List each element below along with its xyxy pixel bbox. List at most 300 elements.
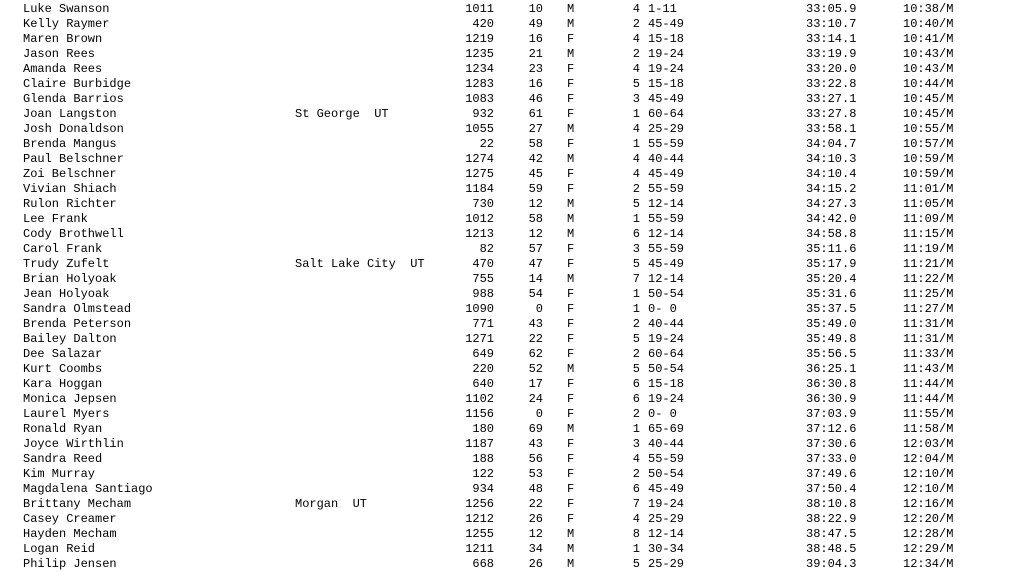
pace: 12:29/M: [903, 542, 954, 556]
finish-time: 35:20.4: [806, 272, 857, 286]
result-row: [0, 317, 1021, 332]
bib-number: 1274: [465, 152, 494, 166]
age-division: 19-24: [648, 497, 685, 511]
division-place: 4: [632, 32, 640, 46]
result-row: [0, 392, 1021, 407]
age-division: 25-29: [648, 557, 685, 571]
division-place: 5: [632, 557, 640, 571]
runner-sex: M: [567, 362, 575, 376]
runner-sex: F: [567, 167, 575, 181]
runner-name: Brian Holyoak: [23, 272, 117, 286]
runner-age: 69: [528, 422, 543, 436]
runner-sex: M: [567, 422, 575, 436]
finish-time: 35:56.5: [806, 347, 857, 361]
result-row: [0, 167, 1021, 182]
bib-number: 771: [472, 317, 494, 331]
runner-city: Morgan UT: [295, 497, 368, 511]
runner-sex: F: [567, 512, 575, 526]
runner-age: 24: [528, 392, 543, 406]
runner-age: 22: [528, 332, 543, 346]
runner-age: 53: [528, 467, 543, 481]
pace: 10:57/M: [903, 137, 954, 151]
runner-sex: F: [567, 92, 575, 106]
runner-age: 56: [528, 452, 543, 466]
age-division: 50-54: [648, 362, 685, 376]
result-row: [0, 497, 1021, 512]
runner-name: Carol Frank: [23, 242, 103, 256]
bib-number: 122: [472, 467, 494, 481]
division-place: 2: [632, 182, 640, 196]
runner-sex: F: [567, 257, 575, 271]
age-division: 25-29: [648, 122, 685, 136]
result-row: [0, 197, 1021, 212]
runner-age: 14: [528, 272, 543, 286]
age-division: 45-49: [648, 482, 685, 496]
result-row: [0, 137, 1021, 152]
finish-time: 37:12.6: [806, 422, 857, 436]
result-row: [0, 242, 1021, 257]
finish-time: 34:58.8: [806, 227, 857, 241]
runner-age: 12: [528, 197, 543, 211]
pace: 11:22/M: [903, 272, 954, 286]
runner-name: Magdalena Santiago: [23, 482, 153, 496]
pace: 10:59/M: [903, 152, 954, 166]
runner-sex: M: [567, 527, 575, 541]
bib-number: 1235: [465, 47, 494, 61]
runner-age: 23: [528, 62, 543, 76]
finish-time: 36:30.9: [806, 392, 857, 406]
runner-age: 26: [528, 512, 543, 526]
age-division: 15-18: [648, 377, 685, 391]
runner-sex: F: [567, 392, 575, 406]
division-place: 6: [632, 377, 640, 391]
division-place: 3: [632, 242, 640, 256]
runner-age: 0: [535, 302, 543, 316]
finish-time: 34:10.4: [806, 167, 857, 181]
pace: 10:40/M: [903, 17, 954, 31]
runner-name: Jason Rees: [23, 47, 96, 61]
runner-name: Cody Brothwell: [23, 227, 124, 241]
bib-number: 1011: [465, 2, 494, 16]
pace: 11:55/M: [903, 407, 954, 421]
runner-age: 22: [528, 497, 543, 511]
pace: 11:31/M: [903, 332, 954, 346]
finish-time: 37:03.9: [806, 407, 857, 421]
runner-age: 10: [528, 2, 543, 16]
bib-number: 640: [472, 377, 494, 391]
runner-name: Joyce Wirthlin: [23, 437, 124, 451]
runner-age: 57: [528, 242, 543, 256]
runner-age: 54: [528, 287, 543, 301]
runner-age: 34: [528, 542, 543, 556]
runner-sex: M: [567, 212, 575, 226]
result-row: [0, 152, 1021, 167]
division-place: 1: [632, 137, 640, 151]
age-division: 1-11: [648, 2, 677, 16]
bib-number: 470: [472, 257, 494, 271]
finish-time: 35:17.9: [806, 257, 857, 271]
finish-time: 33:20.0: [806, 62, 857, 76]
division-place: 7: [632, 272, 640, 286]
bib-number: 649: [472, 347, 494, 361]
result-row: [0, 437, 1021, 452]
result-row: [0, 47, 1021, 62]
division-place: 2: [632, 17, 640, 31]
bib-number: 1184: [465, 182, 494, 196]
runner-sex: F: [567, 482, 575, 496]
finish-time: 33:58.1: [806, 122, 857, 136]
age-division: 12-14: [648, 527, 685, 541]
bib-number: 1283: [465, 77, 494, 91]
runner-name: Joan Langston: [23, 107, 117, 121]
result-row: [0, 92, 1021, 107]
bib-number: 730: [472, 197, 494, 211]
runner-age: 47: [528, 257, 543, 271]
result-row: [0, 302, 1021, 317]
age-division: 60-64: [648, 107, 685, 121]
result-row: [0, 212, 1021, 227]
result-row: [0, 482, 1021, 497]
pace: 10:43/M: [903, 62, 954, 76]
bib-number: 82: [479, 242, 494, 256]
pace: 10:59/M: [903, 167, 954, 181]
finish-time: 35:11.6: [806, 242, 857, 256]
runner-age: 16: [528, 77, 543, 91]
runner-name: Paul Belschner: [23, 152, 124, 166]
age-division: 0- 0: [648, 302, 677, 316]
age-division: 25-29: [648, 512, 685, 526]
bib-number: 420: [472, 17, 494, 31]
division-place: 3: [632, 437, 640, 451]
finish-time: 34:42.0: [806, 212, 857, 226]
age-division: 55-59: [648, 182, 685, 196]
runner-name: Kurt Coombs: [23, 362, 103, 376]
division-place: 4: [632, 452, 640, 466]
result-row: [0, 407, 1021, 422]
result-row: [0, 2, 1021, 17]
runner-sex: M: [567, 47, 575, 61]
pace: 10:55/M: [903, 122, 954, 136]
pace: 10:38/M: [903, 2, 954, 16]
runner-sex: M: [567, 122, 575, 136]
bib-number: 1256: [465, 497, 494, 511]
result-row: [0, 32, 1021, 47]
pace: 10:45/M: [903, 107, 954, 121]
pace: 11:33/M: [903, 347, 954, 361]
pace: 10:41/M: [903, 32, 954, 46]
age-division: 55-59: [648, 212, 685, 226]
runner-sex: F: [567, 77, 575, 91]
finish-time: 33:05.9: [806, 2, 857, 16]
runner-age: 48: [528, 482, 543, 496]
race-results-list: [0, 2, 1021, 572]
bib-number: 1102: [465, 392, 494, 406]
division-place: 5: [632, 362, 640, 376]
result-row: [0, 542, 1021, 557]
runner-sex: F: [567, 32, 575, 46]
pace: 11:05/M: [903, 197, 954, 211]
division-place: 7: [632, 497, 640, 511]
finish-time: 34:15.2: [806, 182, 857, 196]
finish-time: 33:27.1: [806, 92, 857, 106]
age-division: 12-14: [648, 197, 685, 211]
pace: 10:43/M: [903, 47, 954, 61]
runner-sex: F: [567, 452, 575, 466]
finish-time: 34:27.3: [806, 197, 857, 211]
age-division: 19-24: [648, 392, 685, 406]
age-division: 40-44: [648, 437, 685, 451]
pace: 10:45/M: [903, 92, 954, 106]
pace: 11:09/M: [903, 212, 954, 226]
division-place: 2: [632, 407, 640, 421]
runner-name: Philip Jensen: [23, 557, 117, 571]
pace: 12:20/M: [903, 512, 954, 526]
runner-name: Luke Swanson: [23, 2, 110, 16]
bib-number: 1213: [465, 227, 494, 241]
bib-number: 1271: [465, 332, 494, 346]
age-division: 40-44: [648, 152, 685, 166]
runner-age: 58: [528, 212, 543, 226]
finish-time: 38:47.5: [806, 527, 857, 541]
runner-name: Ronald Ryan: [23, 422, 103, 436]
age-division: 12-14: [648, 272, 685, 286]
runner-age: 43: [528, 437, 543, 451]
finish-time: 36:25.1: [806, 362, 857, 376]
bib-number: 1083: [465, 92, 494, 106]
finish-time: 37:50.4: [806, 482, 857, 496]
age-division: 50-54: [648, 287, 685, 301]
runner-sex: F: [567, 62, 575, 76]
runner-age: 21: [528, 47, 543, 61]
finish-time: 38:48.5: [806, 542, 857, 556]
age-division: 55-59: [648, 452, 685, 466]
runner-sex: F: [567, 332, 575, 346]
bib-number: 934: [472, 482, 494, 496]
runner-age: 62: [528, 347, 543, 361]
runner-sex: F: [567, 377, 575, 391]
finish-time: 37:49.6: [806, 467, 857, 481]
runner-age: 12: [528, 527, 543, 541]
result-row: [0, 377, 1021, 392]
pace: 12:03/M: [903, 437, 954, 451]
pace: 11:58/M: [903, 422, 954, 436]
result-row: [0, 452, 1021, 467]
division-place: 6: [632, 227, 640, 241]
runner-sex: F: [567, 347, 575, 361]
pace: 10:44/M: [903, 77, 954, 91]
runner-age: 45: [528, 167, 543, 181]
runner-sex: F: [567, 182, 575, 196]
division-place: 2: [632, 47, 640, 61]
bib-number: 22: [479, 137, 494, 151]
pace: 12:34/M: [903, 557, 954, 571]
result-row: [0, 287, 1021, 302]
pace: 11:27/M: [903, 302, 954, 316]
pace: 12:04/M: [903, 452, 954, 466]
division-place: 6: [632, 482, 640, 496]
runner-name: Kim Murray: [23, 467, 96, 481]
division-place: 4: [632, 152, 640, 166]
bib-number: 180: [472, 422, 494, 436]
finish-time: 37:33.0: [806, 452, 857, 466]
bib-number: 668: [472, 557, 494, 571]
division-place: 1: [632, 422, 640, 436]
bib-number: 1211: [465, 542, 494, 556]
runner-name: Sandra Reed: [23, 452, 103, 466]
runner-sex: M: [567, 17, 575, 31]
runner-name: Kara Hoggan: [23, 377, 103, 391]
finish-time: 33:10.7: [806, 17, 857, 31]
result-row: [0, 527, 1021, 542]
runner-city: St George UT: [295, 107, 389, 121]
runner-name: Vivian Shiach: [23, 182, 117, 196]
finish-time: 37:30.6: [806, 437, 857, 451]
runner-name: Bailey Dalton: [23, 332, 117, 346]
bib-number: 1212: [465, 512, 494, 526]
bib-number: 1012: [465, 212, 494, 226]
division-place: 2: [632, 347, 640, 361]
result-row: [0, 227, 1021, 242]
runner-sex: F: [567, 437, 575, 451]
runner-age: 42: [528, 152, 543, 166]
runner-name: Brenda Peterson: [23, 317, 132, 331]
bib-number: 988: [472, 287, 494, 301]
result-row: [0, 122, 1021, 137]
division-place: 1: [632, 302, 640, 316]
result-row: [0, 347, 1021, 362]
runner-sex: M: [567, 272, 575, 286]
pace: 11:21/M: [903, 257, 954, 271]
finish-time: 33:14.1: [806, 32, 857, 46]
division-place: 5: [632, 332, 640, 346]
age-division: 45-49: [648, 92, 685, 106]
age-division: 19-24: [648, 62, 685, 76]
age-division: 50-54: [648, 467, 685, 481]
division-place: 5: [632, 197, 640, 211]
result-row: [0, 17, 1021, 32]
runner-name: Amanda Rees: [23, 62, 103, 76]
age-division: 45-49: [648, 167, 685, 181]
division-place: 1: [632, 287, 640, 301]
pace: 12:16/M: [903, 497, 954, 511]
runner-name: Rulon Richter: [23, 197, 117, 211]
result-row: [0, 272, 1021, 287]
finish-time: 34:10.3: [806, 152, 857, 166]
runner-age: 52: [528, 362, 543, 376]
division-place: 5: [632, 77, 640, 91]
pace: 11:19/M: [903, 242, 954, 256]
runner-name: Jean Holyoak: [23, 287, 110, 301]
division-place: 1: [632, 107, 640, 121]
result-row: [0, 467, 1021, 482]
runner-name: Dee Salazar: [23, 347, 103, 361]
pace: 12:28/M: [903, 527, 954, 541]
finish-time: 34:04.7: [806, 137, 857, 151]
runner-age: 46: [528, 92, 543, 106]
runner-name: Laurel Myers: [23, 407, 110, 421]
runner-sex: M: [567, 227, 575, 241]
result-row: [0, 332, 1021, 347]
pace: 11:43/M: [903, 362, 954, 376]
result-row: [0, 362, 1021, 377]
runner-sex: F: [567, 287, 575, 301]
bib-number: 1187: [465, 437, 494, 451]
bib-number: 188: [472, 452, 494, 466]
result-row: [0, 77, 1021, 92]
result-row: [0, 107, 1021, 122]
division-place: 2: [632, 317, 640, 331]
runner-name: Casey Creamer: [23, 512, 117, 526]
runner-age: 59: [528, 182, 543, 196]
finish-time: 39:04.3: [806, 557, 857, 571]
bib-number: 1255: [465, 527, 494, 541]
division-place: 4: [632, 167, 640, 181]
result-row: [0, 62, 1021, 77]
runner-age: 26: [528, 557, 543, 571]
runner-sex: M: [567, 197, 575, 211]
pace: 11:31/M: [903, 317, 954, 331]
age-division: 30-34: [648, 542, 685, 556]
result-row: [0, 512, 1021, 527]
finish-time: 35:49.0: [806, 317, 857, 331]
age-division: 0- 0: [648, 407, 677, 421]
division-place: 4: [632, 2, 640, 16]
age-division: 15-18: [648, 32, 685, 46]
runner-name: Trudy Zufelt: [23, 257, 110, 271]
finish-time: 35:37.5: [806, 302, 857, 316]
runner-sex: F: [567, 302, 575, 316]
runner-name: Glenda Barrios: [23, 92, 124, 106]
division-place: 8: [632, 527, 640, 541]
runner-name: Hayden Mecham: [23, 527, 117, 541]
runner-sex: F: [567, 317, 575, 331]
division-place: 4: [632, 122, 640, 136]
runner-name: Claire Burbidge: [23, 77, 132, 91]
age-division: 45-49: [648, 17, 685, 31]
runner-age: 43: [528, 317, 543, 331]
division-place: 4: [632, 512, 640, 526]
age-division: 55-59: [648, 137, 685, 151]
age-division: 19-24: [648, 47, 685, 61]
runner-age: 17: [528, 377, 543, 391]
runner-sex: F: [567, 242, 575, 256]
division-place: 5: [632, 257, 640, 271]
runner-age: 12: [528, 227, 543, 241]
finish-time: 38:10.8: [806, 497, 857, 511]
pace: 11:15/M: [903, 227, 954, 241]
runner-sex: F: [567, 497, 575, 511]
runner-name: Kelly Raymer: [23, 17, 110, 31]
result-row: [0, 422, 1021, 437]
finish-time: 38:22.9: [806, 512, 857, 526]
division-place: 6: [632, 392, 640, 406]
runner-age: 0: [535, 407, 543, 421]
division-place: 1: [632, 542, 640, 556]
runner-name: Brenda Mangus: [23, 137, 117, 151]
age-division: 60-64: [648, 347, 685, 361]
age-division: 12-14: [648, 227, 685, 241]
finish-time: 35:31.6: [806, 287, 857, 301]
bib-number: 1090: [465, 302, 494, 316]
bib-number: 755: [472, 272, 494, 286]
runner-name: Maren Brown: [23, 32, 103, 46]
division-place: 4: [632, 62, 640, 76]
result-row: [0, 182, 1021, 197]
runner-sex: F: [567, 107, 575, 121]
bib-number: 932: [472, 107, 494, 121]
age-division: 55-59: [648, 242, 685, 256]
division-place: 1: [632, 212, 640, 226]
